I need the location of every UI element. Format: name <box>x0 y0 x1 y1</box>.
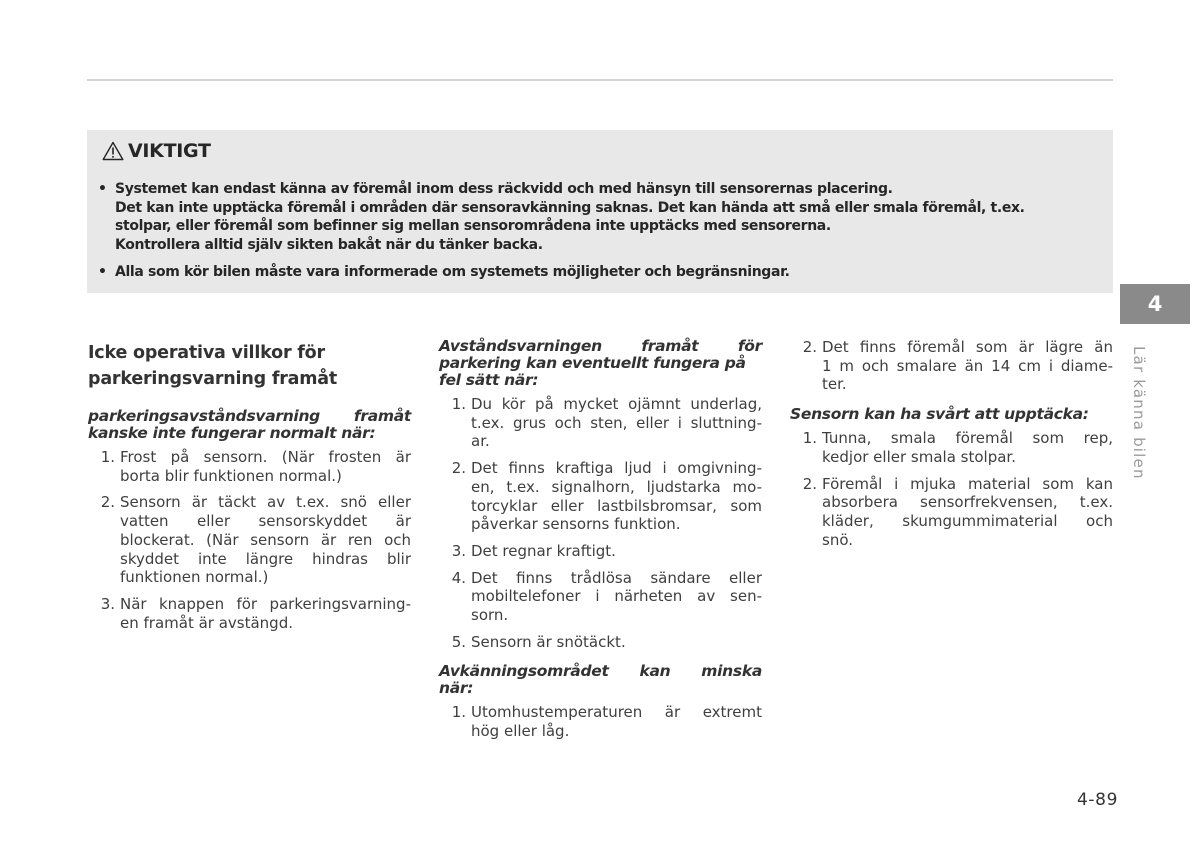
numbered-list <box>439 395 762 651</box>
list-number: 2. <box>451 459 466 478</box>
list-text <box>471 459 762 534</box>
warning-line: Det kan inte upptäcka föremål i områden där sensoravkänning saknas. Det kan hända att små eller smala föremål, t.ex. <box>115 199 1025 216</box>
list-item <box>790 429 1113 466</box>
list-text <box>822 429 1113 466</box>
text-line: funktionen normal.) <box>120 568 269 587</box>
text-line: en, t.ex. signalhorn, ljudstarka mo- <box>471 477 762 496</box>
numbered-list <box>439 703 762 740</box>
chapter-tab: 4 <box>1120 284 1190 324</box>
text-line: hög eller låg. <box>471 722 570 741</box>
text-line: Utomhustemperaturen är extremt <box>471 703 762 722</box>
list-item <box>439 542 762 561</box>
chapter-side-label-text: Lär känna bilen <box>1130 346 1148 480</box>
text-line: blockerat. (När sensorn är ren och <box>120 530 411 549</box>
text-line: ter. <box>822 375 847 394</box>
subheading <box>439 338 762 389</box>
text-line: sorn. <box>471 606 509 625</box>
warning-line: Systemet kan endast känna av föremål inom dess räckvidd och med hänsyn till sensorernas placering. <box>115 181 893 197</box>
list-number: 2. <box>100 493 115 512</box>
warning-title: VIKTIGT <box>128 140 211 162</box>
list-number: 4. <box>451 568 466 587</box>
subheading <box>790 406 1113 423</box>
text-line: Sensorn är snötäckt. <box>471 632 626 651</box>
list-item <box>439 569 762 625</box>
text-line: t.ex. grus och sten, eller i sluttning- <box>471 413 762 432</box>
list-text <box>471 633 762 652</box>
text-line: absorbera sensorfrekvensen, t.ex. <box>822 493 1113 512</box>
subheading <box>439 663 762 697</box>
list-text <box>471 569 762 625</box>
warning-item <box>98 180 1101 254</box>
list-number: 1. <box>451 703 466 722</box>
subheading-line: parkeringsavståndsvarning framåt <box>88 407 411 425</box>
text-line: Du kör på mycket ojämnt underlag, <box>471 395 762 413</box>
list-text <box>471 395 762 451</box>
list-text <box>120 493 411 587</box>
list-item <box>439 395 762 451</box>
warning-line: stolpar, eller föremål som befinner sig mellan sensorområdena inte upptäcks med sensorerna. <box>115 218 831 234</box>
text-line: När knappen för parkeringsvarning- <box>120 594 411 613</box>
list-item <box>88 595 411 632</box>
list-number: 1. <box>451 395 466 413</box>
list-item <box>439 459 762 534</box>
warning-line: Alla som kör bilen måste vara informerade om systemets möjligheter och begränsningar. <box>115 264 790 280</box>
text-line: ar. <box>471 432 490 451</box>
text-line: vatten eller sensorskyddet är <box>120 512 411 531</box>
top-rule <box>87 79 1113 81</box>
text-line: en framåt är avstängd. <box>120 613 293 632</box>
list-number: 1. <box>802 429 817 448</box>
list-item <box>790 475 1113 550</box>
warning-header <box>102 140 1101 162</box>
list-item <box>790 338 1113 394</box>
list-number: 2. <box>802 474 817 493</box>
text-line: Det regnar kraftigt. <box>471 541 616 560</box>
warning-item <box>98 263 1101 282</box>
bullet: • <box>98 264 107 280</box>
subheading-line: Avståndsvarningen framåt för <box>439 337 762 355</box>
text-line: snö. <box>822 530 854 549</box>
chapter-side-label <box>1124 346 1154 486</box>
bullet: • <box>98 181 107 197</box>
text-line: kedjor eller smala stolpar. <box>822 447 1016 466</box>
section-title-line: Icke operativa villkor för <box>88 343 325 363</box>
list-number: 3. <box>451 541 466 560</box>
numbered-list <box>790 429 1113 549</box>
text-line: Det finns kraftiga ljud i omgivning- <box>471 459 762 478</box>
section-title-line: parkeringsvarning framåt <box>88 369 338 389</box>
text-line: Föremål i mjuka material som kan <box>822 474 1113 493</box>
text-line: Frost på sensorn. (När frosten är <box>120 448 411 466</box>
warning-box <box>87 130 1113 293</box>
list-text <box>822 338 1113 394</box>
text-line: torcyklar eller lastbilsbromsar, som <box>471 496 762 515</box>
text-line: mobiltelefoner i närheten av sen- <box>471 587 762 606</box>
column-left <box>88 338 411 641</box>
subheading-line: parkering kan eventuellt fungera på <box>439 354 746 372</box>
warning-line: Kontrollera alltid själv sikten bakåt när du tänker backa. <box>115 236 543 253</box>
text-line: skyddet inte längre hindras blir <box>120 549 411 568</box>
list-item <box>88 448 411 485</box>
list-item <box>439 633 762 652</box>
subheading-line: Avkänningsområdet kan minska <box>439 662 762 681</box>
text-line: Det finns föremål som är lägre än <box>822 338 1113 356</box>
text-line: 1 m och smalare än 14 cm i diame- <box>822 356 1113 375</box>
numbered-list <box>88 448 411 632</box>
list-text <box>471 542 762 561</box>
subheading-line: när: <box>439 679 474 698</box>
text-line: påverkar sensorns funktion. <box>471 515 681 534</box>
text-line: Sensorn är täckt av t.ex. snö eller <box>120 493 411 512</box>
subheading-line: Sensorn kan ha svårt att upptäcka: <box>790 405 1089 424</box>
text-line: Det finns trådlösa sändare eller <box>471 568 762 587</box>
subheading <box>88 408 411 442</box>
text-line: borta blir funktionen normal.) <box>120 466 342 485</box>
subheading-line: fel sätt när: <box>439 371 539 389</box>
text-line: kläder, skumgummimaterial och <box>822 511 1113 530</box>
column-middle <box>439 338 762 750</box>
list-number: 1. <box>100 448 115 466</box>
list-text <box>120 448 411 485</box>
list-text <box>822 475 1113 550</box>
list-item <box>88 493 411 587</box>
subheading-line: kanske inte fungerar normalt när: <box>88 424 376 442</box>
section-title <box>88 340 411 392</box>
text-line: Tunna, smala föremål som rep, <box>822 429 1113 448</box>
list-number: 2. <box>802 338 817 356</box>
page-number: 4-89 <box>1077 790 1118 810</box>
numbered-list <box>790 338 1113 394</box>
list-number: 3. <box>100 594 115 613</box>
list-item <box>439 703 762 740</box>
warning-triangle-icon <box>102 141 124 161</box>
list-text <box>471 703 762 740</box>
list-text <box>120 595 411 632</box>
column-right <box>790 338 1113 558</box>
list-number: 5. <box>451 632 466 651</box>
